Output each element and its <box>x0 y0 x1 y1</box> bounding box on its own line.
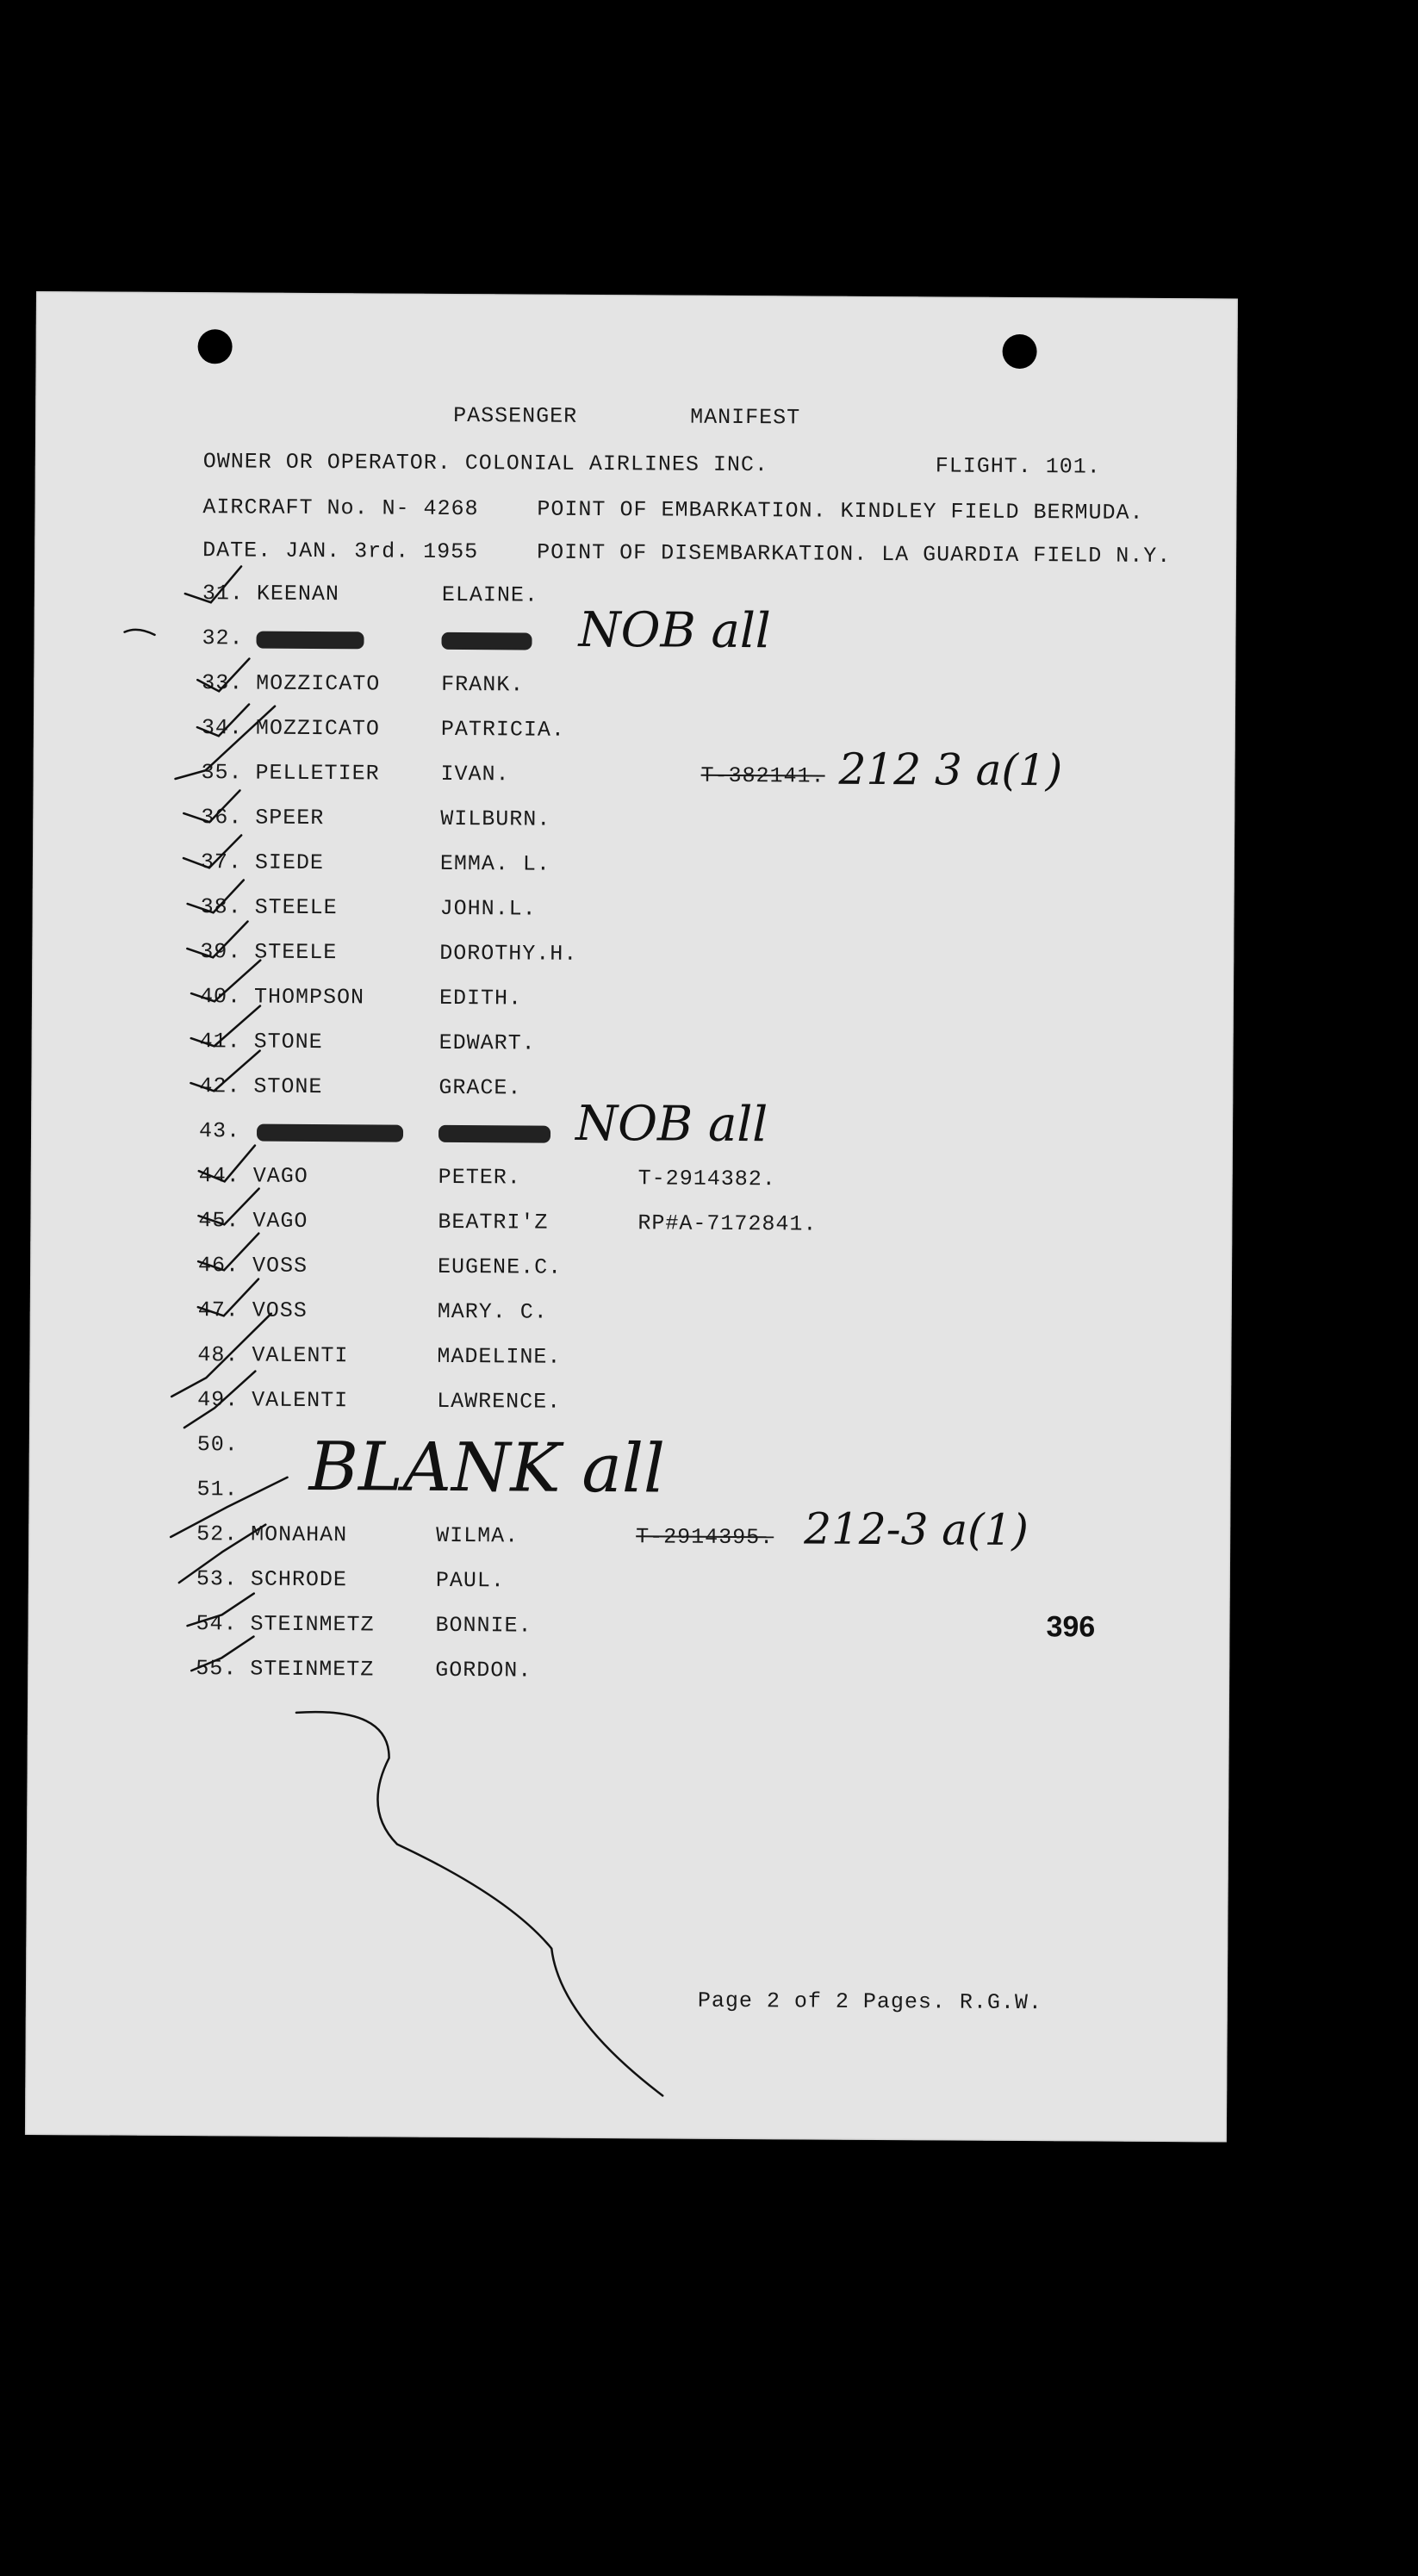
last-name: STONE <box>253 1073 323 1100</box>
last-name: STEELE <box>254 894 338 921</box>
last-name: THOMPSON <box>253 984 365 1011</box>
handwritten-note: 212-3 a(1) <box>804 1503 1029 1556</box>
handwritten-note: 212 3 a(1) <box>838 744 1063 796</box>
first-name: WILBURN. <box>440 806 551 832</box>
check-mark <box>184 1371 255 1428</box>
last-name: SCHRODE <box>250 1566 347 1593</box>
check-mark <box>185 566 241 602</box>
last-name: STEELE <box>254 939 338 966</box>
last-name: SIEDE <box>254 849 325 876</box>
check-mark <box>191 960 260 1001</box>
row-number: 40. <box>199 984 242 1010</box>
last-name: STONE <box>253 1029 323 1055</box>
owner-line: OWNER OR OPERATOR. COLONIAL AIRLINES INC. <box>202 449 768 478</box>
page-footer: Page 2 of 2 Pages. R.G.W. <box>697 1988 1043 2016</box>
check-mark <box>198 1279 258 1316</box>
check-mark <box>187 921 247 957</box>
check-mark <box>188 1593 254 1626</box>
first-name: PATRICIA. <box>440 716 566 743</box>
last-name: SPEER <box>255 805 325 831</box>
last-name: VAGO <box>252 1208 308 1234</box>
last-name: VOSS <box>252 1253 308 1279</box>
first-name: ELAINE. <box>441 582 538 608</box>
check-mark <box>191 1636 253 1671</box>
first-name: DOROTHY.H. <box>439 940 578 967</box>
check-mark <box>198 1233 258 1270</box>
title-passenger: PASSENGER <box>453 402 578 429</box>
row-number: 39. <box>200 939 242 965</box>
last-name: VOSS <box>252 1297 308 1323</box>
first-name: PAUL. <box>435 1567 505 1594</box>
check-mark <box>179 1524 265 1584</box>
long-pen-stroke <box>294 1712 665 2096</box>
ticket-number-struck: T-382141. <box>700 762 825 789</box>
handwritten-note: NOB all <box>578 601 771 660</box>
check-mark <box>176 706 276 780</box>
row-number: 55. <box>196 1656 238 1682</box>
check-mark <box>171 1313 271 1397</box>
first-name: BEATRI'Z <box>438 1209 549 1235</box>
row-number: 49. <box>197 1387 239 1413</box>
ticket-number-struck: T-2914395. <box>636 1524 774 1551</box>
aircraft-line: AIRCRAFT No. N- 4268 <box>202 495 479 522</box>
check-mark <box>171 1477 287 1538</box>
check-mark <box>183 790 239 822</box>
handwritten-note: NOB all <box>575 1095 768 1154</box>
first-name: WILMA. <box>436 1522 519 1549</box>
row-number: 45. <box>198 1208 240 1234</box>
check-mark <box>183 835 241 868</box>
check-mark <box>125 630 155 635</box>
row-number: 34. <box>201 715 244 741</box>
first-name: EMMA. L. <box>439 850 551 877</box>
last-name: STEINMETZ <box>250 1656 375 1683</box>
last-name: VALENTI <box>252 1387 349 1414</box>
check-mark <box>198 1188 258 1224</box>
pen-marks <box>25 291 1238 2142</box>
first-name: MADELINE. <box>437 1343 562 1370</box>
row-number: 51. <box>196 1477 239 1503</box>
last-name: VAGO <box>252 1163 308 1189</box>
row-number: 44. <box>198 1163 240 1189</box>
first-name: JOHN.L. <box>439 895 537 922</box>
row-number: 54. <box>196 1611 238 1637</box>
row-number: 46. <box>198 1253 240 1279</box>
row-number: 32. <box>202 625 244 651</box>
row-number: 47. <box>197 1297 239 1323</box>
row-number: 35. <box>201 760 243 786</box>
first-name: EUGENE.C. <box>438 1254 563 1280</box>
first-name: GRACE. <box>438 1074 522 1101</box>
date-line: DATE. JAN. 3rd. 1955 <box>202 538 479 565</box>
ticket-number: RP#A-7172841. <box>637 1210 818 1237</box>
last-name: PELLETIER <box>255 760 380 787</box>
first-name: GORDON. <box>435 1657 532 1683</box>
last-name: MOZZICATO <box>256 670 381 697</box>
first-name: IVAN. <box>440 761 510 787</box>
row-number: 42. <box>199 1073 241 1099</box>
flight-number: FLIGHT. 101. <box>935 453 1101 480</box>
row-number: 43. <box>198 1118 241 1144</box>
first-name: EDITH. <box>438 985 523 1011</box>
check-mark <box>197 704 249 736</box>
disembarkation-line: POINT OF DISEMBARKATION. LA GUARDIA FIELD N.Y. <box>537 539 1172 569</box>
row-number: 36. <box>201 805 243 831</box>
last-name: MOZZICATO <box>255 715 381 742</box>
row-number: 41. <box>199 1029 241 1055</box>
first-name: BONNIE. <box>435 1612 532 1639</box>
first-name: MARY. C. <box>437 1298 548 1325</box>
row-number: 38. <box>200 894 242 920</box>
first-name: LAWRENCE. <box>437 1388 562 1415</box>
embarkation-line: POINT OF EMBARKATION. KINDLEY FIELD BERMUDA. <box>537 496 1144 526</box>
check-mark <box>188 880 244 912</box>
check-mark <box>199 1145 255 1181</box>
ticket-number: T-2914382. <box>637 1166 776 1192</box>
row-number: 52. <box>196 1521 239 1547</box>
check-mark <box>191 1005 260 1046</box>
title-manifest: MANIFEST <box>690 404 801 431</box>
row-number: 37. <box>200 849 243 875</box>
row-number: 48. <box>197 1342 239 1368</box>
last-name: MONAHAN <box>251 1521 348 1548</box>
row-number: 50. <box>196 1432 239 1458</box>
page-stamp-number: 396 <box>1046 1610 1096 1644</box>
first-name: EDWART. <box>438 1030 536 1056</box>
manifest-page <box>25 291 1238 2142</box>
handwritten-blank-note: BLANK all <box>308 1428 666 1509</box>
first-name: FRANK. <box>441 671 525 698</box>
check-mark <box>197 658 249 691</box>
last-name: KEENAN <box>256 581 339 607</box>
row-number: 53. <box>196 1566 238 1592</box>
last-name: VALENTI <box>252 1342 349 1369</box>
first-name: PETER. <box>438 1164 521 1191</box>
row-number: 33. <box>202 670 244 696</box>
check-mark <box>190 1050 259 1091</box>
row-number: 31. <box>202 581 244 607</box>
last-name: STEINMETZ <box>250 1611 375 1638</box>
